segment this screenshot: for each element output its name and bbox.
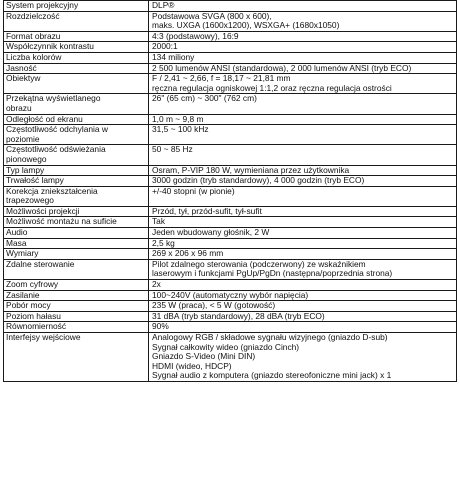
spec-label: Równomierność <box>4 322 149 333</box>
table-row <box>4 63 457 74</box>
spec-value: Przód, tył, przód-sufit, tył-sufit <box>149 206 457 217</box>
spec-value: F / 2,41 ~ 2,66, f = 18,17 ~ 21,81 mm ręczna regulacja ogniskowej 1:1,2 oraz ręczna regulacja ostrości <box>149 74 457 94</box>
table-row <box>4 114 457 125</box>
spec-value: DLP® <box>149 1 457 12</box>
spec-label: Zoom cyfrowy <box>4 280 149 291</box>
table-row <box>4 186 457 206</box>
table-row <box>4 165 457 176</box>
spec-label: Odległość od ekranu <box>4 114 149 125</box>
table-row <box>4 249 457 260</box>
spec-label: Audio <box>4 228 149 239</box>
spec-value: 2x <box>149 280 457 291</box>
spec-value: 2000:1 <box>149 42 457 53</box>
spec-value: Osram, P-VIP 180 W, wymieniana przez użytkownika <box>149 165 457 176</box>
spec-value: Podstawowa SVGA (800 x 600), maks. UXGA (1600x1200), WSXGA+ (1680x1050) <box>149 11 457 31</box>
spec-value: 50 ~ 85 Hz <box>149 145 457 165</box>
table-row <box>4 217 457 228</box>
spec-label: Jasność <box>4 63 149 74</box>
spec-label: Format obrazu <box>4 31 149 42</box>
table-row <box>4 176 457 187</box>
table-row <box>4 238 457 249</box>
spec-value: Tak <box>149 217 457 228</box>
spec-label: Poziom hałasu <box>4 311 149 322</box>
spec-value: 4:3 (podstawowy), 16:9 <box>149 31 457 42</box>
table-row <box>4 301 457 312</box>
spec-label: Zdalne sterowanie <box>4 259 149 279</box>
spec-label: Zasilanie <box>4 290 149 301</box>
spec-value: Analogowy RGB / składowe sygnału wizyjnego (gniazdo D-sub) Sygnał całkowity wideo (gniazdo Cinch) Gniazdo S-Video (Mini DIN) HDMI (wideo, HDCP) Sygnał audio z komputera (gniazdo stereofoniczne mini jack) x 1 <box>149 333 457 382</box>
specification-table <box>3 0 457 382</box>
spec-label: Częstotliwość odświeżania pionowego <box>4 145 149 165</box>
spec-label: Masa <box>4 238 149 249</box>
spec-value: 26" (65 cm) ~ 300" (762 cm) <box>149 94 457 114</box>
spec-label: Wymiary <box>4 249 149 260</box>
table-row <box>4 311 457 322</box>
spec-value: 235 W (praca), < 5 W (gotowość) <box>149 301 457 312</box>
spec-label: Przekątna wyświetlanego obrazu <box>4 94 149 114</box>
table-row <box>4 31 457 42</box>
spec-label: Liczba kolorów <box>4 52 149 63</box>
spec-label: Trwałość lampy <box>4 176 149 187</box>
spec-value: 3000 godzin (tryb standardowy), 4 000 godzin (tryb ECO) <box>149 176 457 187</box>
spec-label: Interfejsy wejściowe <box>4 333 149 382</box>
spec-value: Jeden wbudowany głośnik, 2 W <box>149 228 457 239</box>
table-row <box>4 333 457 382</box>
spec-value: 2,5 kg <box>149 238 457 249</box>
table-row <box>4 1 457 12</box>
table-row <box>4 125 457 145</box>
table-row <box>4 74 457 94</box>
spec-label: Pobór mocy <box>4 301 149 312</box>
spec-label: Współczynnik kontrastu <box>4 42 149 53</box>
table-row <box>4 259 457 279</box>
spec-label: Częstotliwość odchylania w poziomie <box>4 125 149 145</box>
spec-label: Możliwości projekcji <box>4 206 149 217</box>
table-row <box>4 206 457 217</box>
spec-label: Obiektyw <box>4 74 149 94</box>
table-row <box>4 322 457 333</box>
table-row <box>4 42 457 53</box>
spec-value: 134 miliony <box>149 52 457 63</box>
spec-label: Typ lampy <box>4 165 149 176</box>
table-row <box>4 280 457 291</box>
table-row <box>4 52 457 63</box>
spec-value: 100~240V (automatyczny wybór napięcia) <box>149 290 457 301</box>
spec-value: 1,0 m ~ 9,8 m <box>149 114 457 125</box>
spec-label: Korekcja zniekształcenia trapezowego <box>4 186 149 206</box>
spec-value: 90% <box>149 322 457 333</box>
table-row <box>4 145 457 165</box>
spec-label: Możliwość montażu na suficie <box>4 217 149 228</box>
spec-value: 2 500 lumenów ANSI (standardowa), 2 000 lumenów ANSI (tryb ECO) <box>149 63 457 74</box>
spec-value: 31 dBA (tryb standardowy), 28 dBA (tryb ECO) <box>149 311 457 322</box>
table-row <box>4 94 457 114</box>
spec-value: Pilot zdalnego sterowania (podczerwony) ze wskaźnikiem laserowym i funkcjami PgUp/PgDn (następna/poprzednia strona) <box>149 259 457 279</box>
specification-table-body <box>4 1 457 382</box>
table-row <box>4 290 457 301</box>
spec-value: 31,5 ~ 100 kHz <box>149 125 457 145</box>
spec-value: 269 x 206 x 96 mm <box>149 249 457 260</box>
spec-label: Rozdzielczość <box>4 11 149 31</box>
table-row <box>4 228 457 239</box>
spec-label: System projekcyjny <box>4 1 149 12</box>
spec-value: +/-40 stopni (w pionie) <box>149 186 457 206</box>
table-row <box>4 11 457 31</box>
